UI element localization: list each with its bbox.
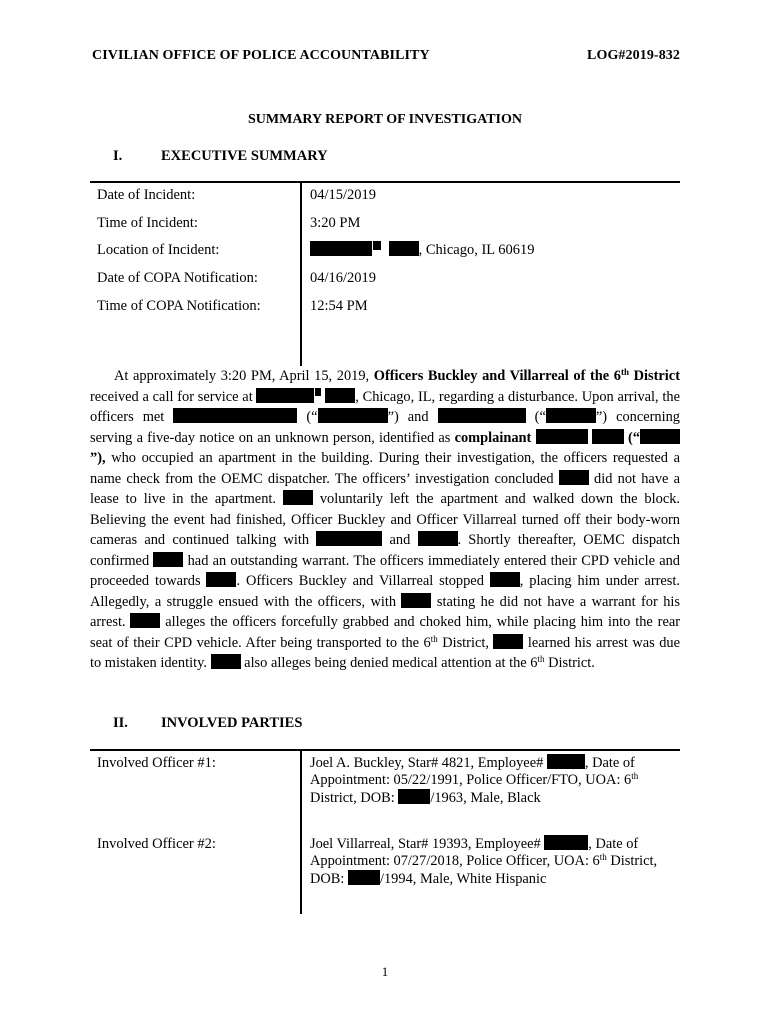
redaction-block [536, 429, 588, 444]
section-title: INVOLVED PARTIES [161, 715, 303, 731]
redaction-block [373, 241, 381, 250]
section-title: EXECUTIVE SUMMARY [161, 148, 328, 164]
redaction-block [315, 388, 321, 396]
location-city: , Chicago, IL 60619 [418, 242, 535, 258]
label-involved-officer-2: Involved Officer #2: [97, 836, 216, 852]
log-number: LOG#2019-832 [587, 48, 680, 63]
redaction-block [592, 429, 624, 444]
parties-top-rule [90, 749, 680, 751]
redaction-block [547, 754, 585, 769]
label-time-of-incident: Time of Incident: [97, 215, 198, 231]
bold-officers: Officers Buckley and Villarreal of the 6th District [373, 367, 680, 384]
redaction-block [544, 835, 588, 850]
redaction-block [348, 870, 380, 885]
section-heading-executive-summary [113, 148, 328, 165]
narrative-paragraph: At approximately 3:20 PM, April 15, 2019, Officers Buckley and Villarreal of the 6th District received a call for service at , Chicago, IL, regarding a disturbance. Upon arrival, the officers met (“ ”) and (“ ”) concerning serving a five-day notice on an unknown person, identified as complainant (“”), who occupied an apartment in the building. During their investigation, the officers requested a name check from the OEMC dispatcher. The officers’ investigation concluded did not have a lease to live in the apartment. voluntarily left the apartment and walked down the block. Believing the event had finished, Officer Buckley and Officer Villarreal turned off their body-worn cameras and continued talking with and . Shortly thereafter, OEMC dispatch confirmed had an outstanding warrant. The officers immediately entered their CPD vehicle and proceeded towards . Officers Buckley and Villarreal stopped , placing him under arrest. Allegedly, a struggle ensued with the officers, with stating he did not have a warrant for his arrest. alleges the officers forcefully grabbed and choked him, while placing him into the rear seat of their CPD vehicle. After being transported to the 6th District, learned his arrest was due to mistaken identity. also alleges being denied medical attention at the 6th District. [90, 367, 681, 671]
value-time-of-copa-notification: 12:54 PM [310, 298, 368, 314]
redaction-block [318, 408, 388, 423]
redaction-block [310, 241, 372, 256]
executive-summary-narrative [90, 366, 680, 674]
redaction-block [153, 552, 183, 567]
section-numeral: II. [113, 715, 128, 731]
value-involved-officer-2: Joel Villarreal, Star# 19393, Employee# , Date of Appointment: 07/27/2018, Police Officer, UOA: 6th District, DOB: /1994, Male, White Hispanic [310, 836, 658, 887]
redaction-block [130, 613, 160, 628]
label-involved-officer-1: Involved Officer #1: [97, 755, 216, 771]
redaction-block [283, 490, 313, 505]
redaction-block [206, 572, 236, 587]
section-numeral: I. [113, 148, 123, 164]
redaction-block [438, 408, 526, 423]
redaction-block [640, 429, 680, 444]
label-time-of-copa-notification: Time of COPA Notification: [97, 298, 261, 314]
redaction-block [173, 408, 297, 423]
label-date-of-copa-notification: Date of COPA Notification: [97, 270, 258, 286]
value-date-of-copa-notification: 04/16/2019 [310, 270, 377, 286]
value-location-of-incident [310, 241, 534, 259]
section-heading-involved-parties [113, 715, 302, 732]
redaction-block [401, 593, 431, 608]
report-title: SUMMARY REPORT OF INVESTIGATION [248, 112, 522, 127]
redaction-block [316, 531, 382, 546]
redaction-block [211, 654, 241, 669]
table-divider [300, 182, 302, 366]
value-date-of-incident: 04/15/2019 [310, 187, 377, 203]
redaction-block [325, 388, 355, 403]
redaction-block [418, 531, 458, 546]
redaction-block [493, 634, 523, 649]
redaction-block [490, 572, 520, 587]
table-top-rule [90, 181, 680, 183]
value-involved-officer-1: Joel A. Buckley, Star# 4821, Employee# , Date of Appointment: 05/22/1991, Police Officer/FTO, UOA: 6th District, DOB: /1963, Male, Black [310, 755, 639, 806]
label-date-of-incident: Date of Incident: [97, 187, 196, 203]
agency-header: CIVILIAN OFFICE OF POLICE ACCOUNTABILITY [92, 48, 430, 63]
value-time-of-incident: 3:20 PM [310, 215, 361, 231]
page-number: 1 [381, 964, 389, 979]
label-location-of-incident: Location of Incident: [97, 242, 220, 258]
redaction-block [398, 789, 430, 804]
parties-divider [300, 750, 302, 914]
redaction-block [546, 408, 596, 423]
redaction-block [256, 388, 314, 403]
redaction-block [389, 241, 419, 256]
bold-complainant: complainant [454, 429, 532, 446]
redaction-block [559, 470, 589, 485]
